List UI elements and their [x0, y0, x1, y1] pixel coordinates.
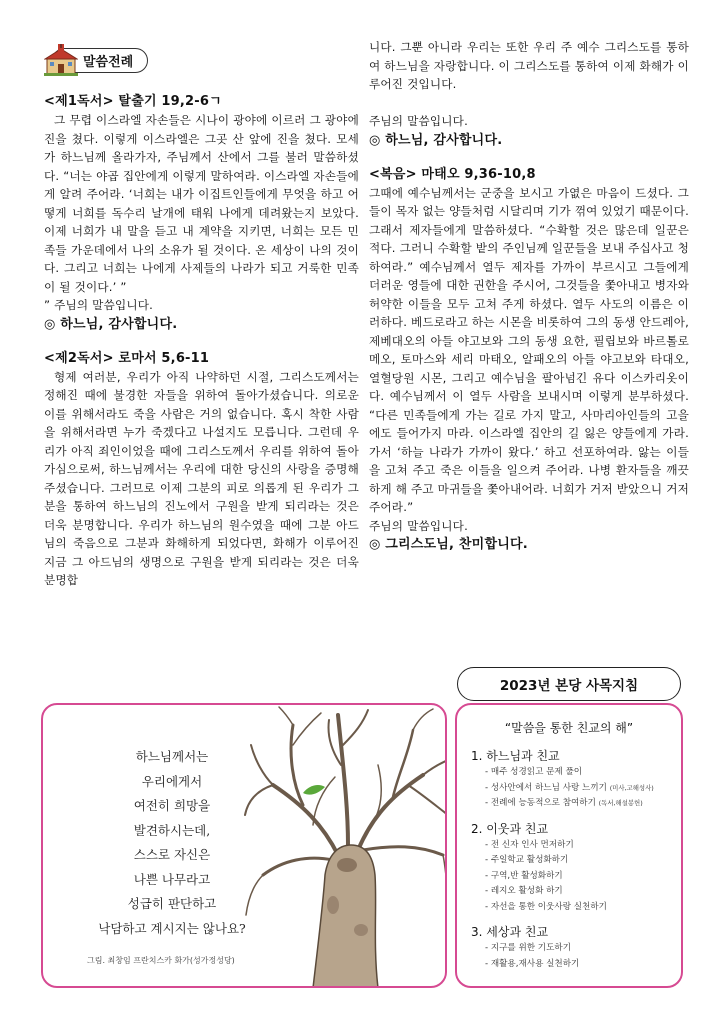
- pastoral-slogan: “말씀을 통한 친교의 해”: [504, 721, 634, 735]
- goal-item: - 전례에 능동적으로 참여하기 (독서,해설봉헌): [485, 798, 643, 808]
- reading1-heading: <제1독서> 탈출기 19,2-6ㄱ: [44, 94, 222, 109]
- section-label: 말씀전례: [52, 48, 148, 73]
- right-column: [369, 38, 689, 555]
- goal-item: - 구역,반 활성화하기: [485, 870, 563, 881]
- pastoral-goals-box: [455, 703, 683, 988]
- goal-item: - 매주 성경읽고 문제 풀이: [485, 767, 583, 777]
- illustration-credit: 그림. 최창임 프란치스카 화가(성가정성당): [87, 956, 235, 965]
- tree-illustration: [243, 705, 447, 988]
- pastoral-banner: 2023년 본당 사목지침: [457, 667, 681, 701]
- reading1-closing: ” 주님의 말씀입니다.: [44, 298, 154, 312]
- poem-line: 발견하시는데,: [133, 822, 211, 838]
- poem: [87, 745, 257, 941]
- reading2-body-tail: 니다. 그뿐 아니라 우리는 또한 우리 주 예수 그리스도를 통하여 하느님을 자랑합니다. 이 그리스도를 통하여 이제 화해가 이루어진 것입니다.: [369, 40, 689, 91]
- goal-item: - 성사안에서 하느님 사랑 느끼기 (미사,고해성사): [485, 782, 654, 793]
- gospel-heading: <복음> 마태오 9,36-10,8: [369, 166, 536, 182]
- reading2-closing: 주님의 말씀입니다.: [369, 114, 468, 128]
- poem-line: 하느님께서는: [135, 749, 209, 764]
- reading2-response: ◎ 하느님, 감사합니다.: [369, 132, 503, 148]
- poem-box: [41, 703, 447, 988]
- reading2-heading: <제2독서> 로마서 5,6-11: [44, 350, 210, 366]
- poem-line: 여전히 희망을: [133, 798, 211, 813]
- goal-item: - 레지오 활성화 하기: [485, 886, 563, 896]
- gospel-closing: 주님의 말씀입니다.: [369, 518, 468, 533]
- goal-title: 3. 세상과 친교: [471, 925, 549, 939]
- gospel-body: 그때에 예수님께서는 군중을 보시고 가엾은 마음이 드셨다. 그들이 목자 없는 양들처럼 시달리며 기가 꺾여 있었기 때문이다. 그래서 제자들에게 말씀하셨다. “수확할 것은 많은데 일꾼은 적다. 그러니 수확할 밭의 주인님께 일꾼들을 보내 주십사고 청하여라.” 예수님께서 열두 제자를 가까이 부르시고 그들에게 더러운 영들에 대한 권한을 주시어, 그것들을 쫓아내고 병자와 허약한 이들을 모두 고쳐 주게 하셨다. 열두 사도의 이름은 이러하다. 베드로라고 하는 시몬을 비롯하여 그의 동생 안드레아, 제베대오의 아들 야고보와 그의 동생 요한, 필립보와 바르톨로메오, 토마스와 세리 마태오, 알패오의 아들 야고보와 타대오, 열혈당원 시몬, 그리고 예수님을 팔아넘긴 유다 이스카리옷이다. 예수님께서 이 열두 사람을 보내시며 이렇게 분부하셨다. “다른 민족들에게 가는 길로 가지 말고, 사마리아인들의 고을에도 들어가지 마라. 이스라엘 집안의 길 잃은 양들에게 가라. 가서 ‘하늘 나라가 가까이 왔다.’ 하고 선포하여라. 앓는 이들을 고쳐 주고 죽은 이들을 일으켜 주어라. 나병 환자들을 깨끗하게 해 주고 마귀들을 쫓아내어라. 너희가 거저 받았으니 거저 주어라.”: [369, 185, 689, 514]
- poem-line: 성급히 판단하고: [127, 896, 217, 911]
- goal-item: - 전 신자 인사 먼저하기: [485, 839, 574, 850]
- poem-line: 낙담하고 계시지는 않나요?: [98, 920, 246, 936]
- reading2-body: 형제 여러분, 우리가 아직 나약하던 시절, 그리스도께서는 정해진 때에 불경한 자들을 위하여 돌아가셨습니다. 의로운 이를 위해서라도 죽을 사람은 거의 없습니다. 혹시 착한 사람을 위해서라면 누가 죽겠다고 나설지도 모릅니다. 그런데 우리가 아직 죄인이었을 때에 그리스도께서 우리를 위하여 돌아가심으로써, 하느님께서는 우리에 대한 당신의 사랑을 증명해 주셨습니다. 그러므로 이제 그분의 피로 의롭게 된 우리가 그분을 통하여 하느님의 진노에서 구원을 받게 되리라는 것은 더욱 분명합니다. 우리가 하느님의 원수였을 때에 그분 아드님의 죽음으로 그분과 화해하게 되었다면, 화해가 이루어진 지금 그 아드님의 생명으로 구원을 받게 되리라는 것은 더욱 분명합: [44, 369, 359, 587]
- poem-line: 스스로 자신은: [133, 847, 211, 862]
- leaf-icon: [303, 785, 325, 795]
- goal-item: - 주일학교 활성화하기: [485, 855, 569, 865]
- church-icon: [44, 44, 78, 76]
- left-column: [44, 92, 359, 664]
- reading1-body: 그 무렵 이스라엘 자손들은 시나이 광야에 이르러 그 광야에 진을 쳤다. 이렇게 이스라엘은 그곳 산 앞에 진을 쳤다. 모세가 하느님께 올라가자, 주님께서 산에서 그를 불러 말씀하셨다. “너는 야곱 집안에게 이렇게 말하여라. 이스라엘 자손들에게 알려 주어라. ‘너희는 내가 이집트인들에게 무엇을 하고 어떻게 너희를 독수리 날개에 태워 나에게 데려왔는지 보았다. 이제 너희가 내 말을 듣고 내 계약을 지키면, 너희는 모든 민족들 가운데에서 나의 소유가 될 것이다. 온 세상이 나의 것이다. 그리고 너희는 나에게 사제들의 나라가 되고 거룩한 민족이 될 것이다.’ ”: [44, 113, 359, 294]
- gospel-response: ◎ 그리스도님, 찬미합니다.: [369, 537, 528, 552]
- goals-list: [471, 747, 676, 972]
- goal-title: 1. 하느님과 친교: [471, 749, 560, 763]
- goal-title: 2. 이웃과 친교: [471, 821, 549, 836]
- reading2-continued: [369, 38, 689, 112]
- reading1-response: ◎ 하느님, 감사합니다.: [44, 316, 178, 332]
- goal-item: - 지구를 위한 기도하기: [485, 943, 572, 953]
- section-label-badge: [44, 44, 148, 76]
- goal-item: - 자선을 통한 이웃사랑 실천하기: [485, 901, 607, 912]
- poem-line: 우리에게서: [141, 773, 203, 789]
- goal-item: - 재활용,재사용 실천하기: [485, 958, 580, 969]
- poem-line: 나쁜 나무라고: [133, 871, 211, 887]
